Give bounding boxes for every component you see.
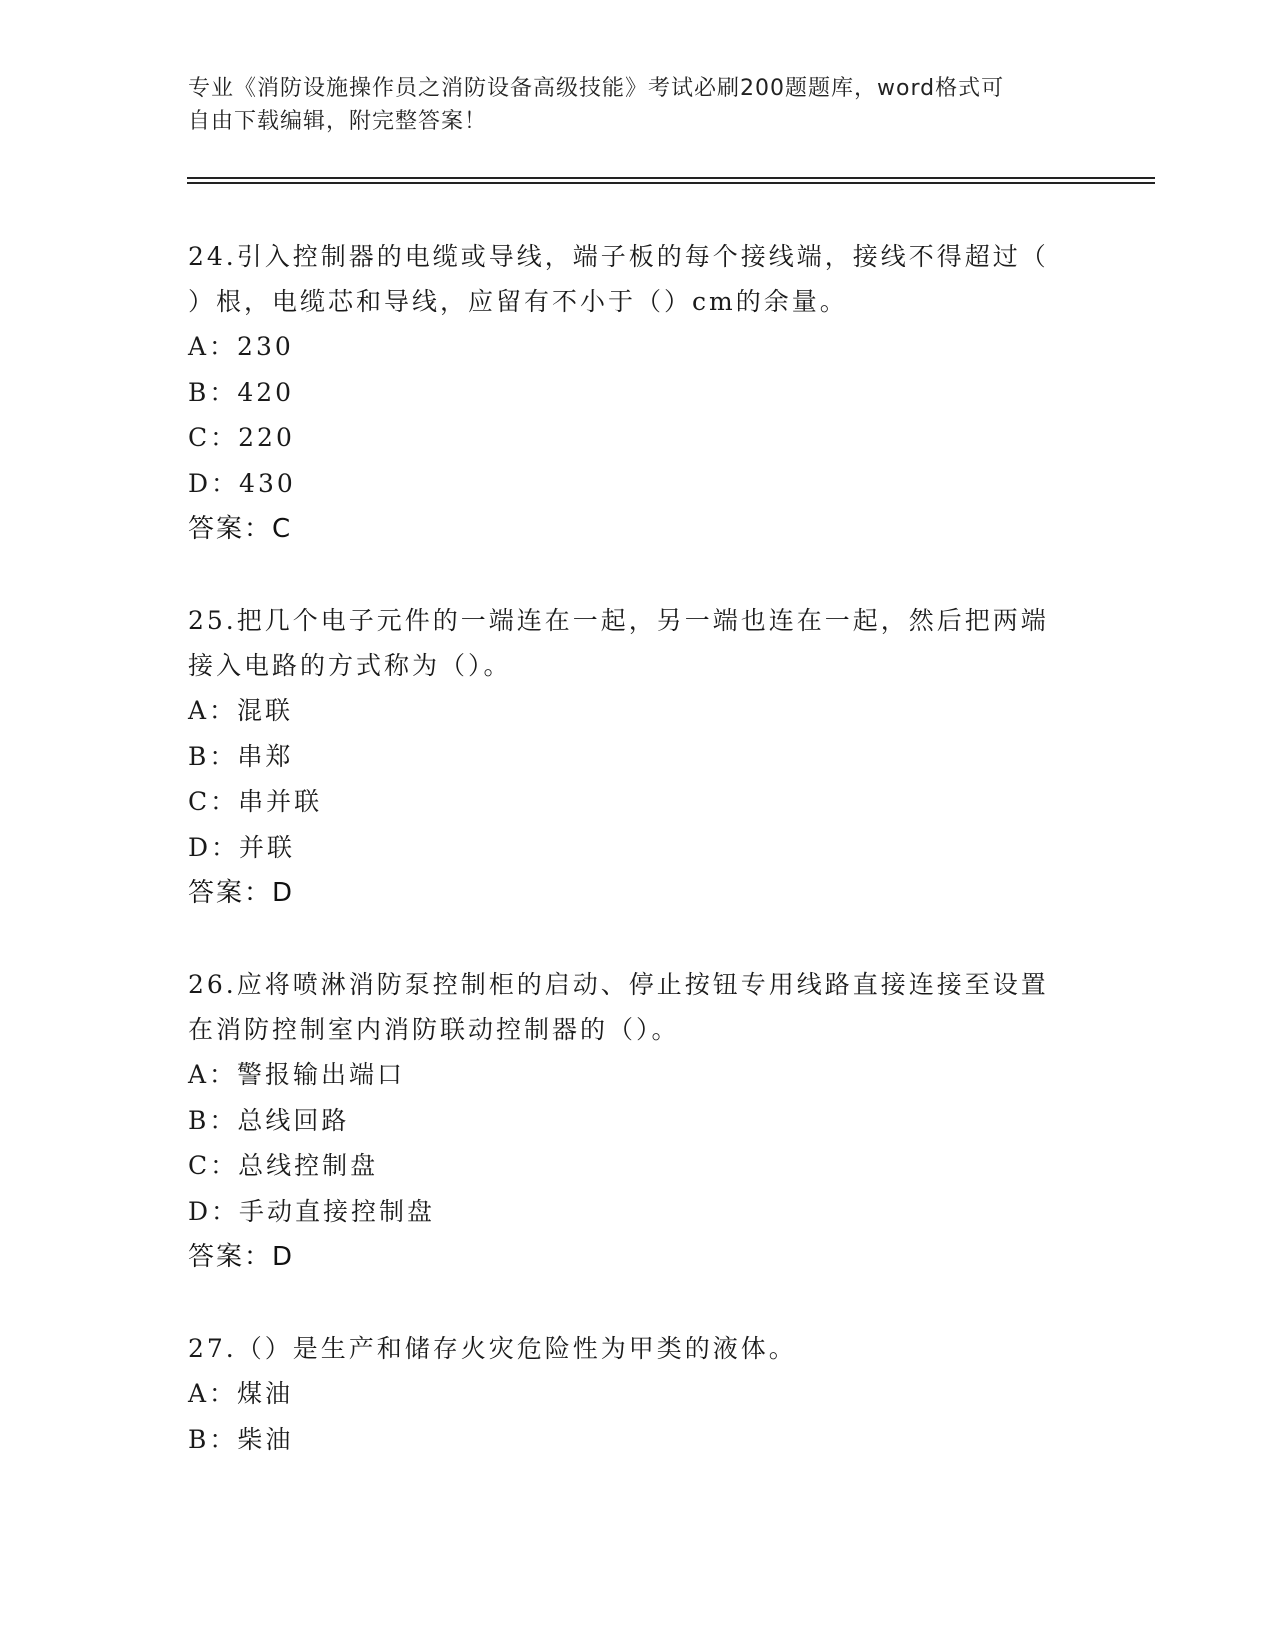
option-a: A：230 [188, 332, 294, 361]
question-26 [188, 962, 1088, 1280]
option-c: C：220 [188, 423, 295, 452]
answer-line: 答案：D [188, 1242, 295, 1272]
option-b: B：总线回路 [188, 1105, 350, 1135]
answer-line: 答案：C [188, 514, 293, 544]
question-25 [188, 598, 1088, 916]
answer-line: 答案：D [188, 878, 295, 908]
option-d: D：430 [188, 468, 296, 498]
option-a: A：混联 [188, 696, 294, 725]
question-stem-line: 24.引入控制器的电缆或导线，端子板的每个接线端，接线不得超过（ [188, 242, 1049, 271]
option-a: A：煤油 [188, 1379, 294, 1408]
option-d: D：并联 [188, 832, 296, 862]
question-24 [188, 234, 1088, 552]
option-c: C：总线控制盘 [188, 1151, 379, 1180]
header-divider-top [187, 177, 1155, 179]
header-line-2: 自由下载编辑，附完整答案！ [188, 109, 488, 134]
question-stem-line: 接入电路的方式称为（）。 [188, 651, 512, 680]
question-stem-line: 27.（）是生产和储存火灾危险性为甲类的液体。 [188, 1334, 797, 1363]
header-divider-bottom [187, 182, 1155, 184]
question-stem-line: 25.把几个电子元件的一端连在一起，另一端也连在一起，然后把两端 [188, 606, 1049, 635]
document-header [188, 72, 1088, 138]
question-stem-line: ）根，电缆芯和导线，应留有不小于（）cm的余量。 [188, 287, 848, 316]
header-line-1: 专业《消防设施操作员之消防设备高级技能》考试必刷200题题库，word格式可 [188, 76, 1005, 101]
question-27 [188, 1326, 1088, 1462]
option-a: A：警报输出端口 [188, 1060, 406, 1089]
option-b: B：420 [188, 377, 295, 407]
option-d: D：手动直接控制盘 [188, 1196, 436, 1226]
option-c: C：串并联 [188, 787, 323, 816]
question-stem-line: 26.应将喷淋消防泵控制柜的启动、停止按钮专用线路直接连接至设置 [188, 970, 1049, 999]
question-stem-line: 在消防控制室内消防联动控制器的（）。 [188, 1015, 680, 1044]
option-b: B：柴油 [188, 1424, 294, 1454]
option-b: B：串郑 [188, 741, 294, 771]
